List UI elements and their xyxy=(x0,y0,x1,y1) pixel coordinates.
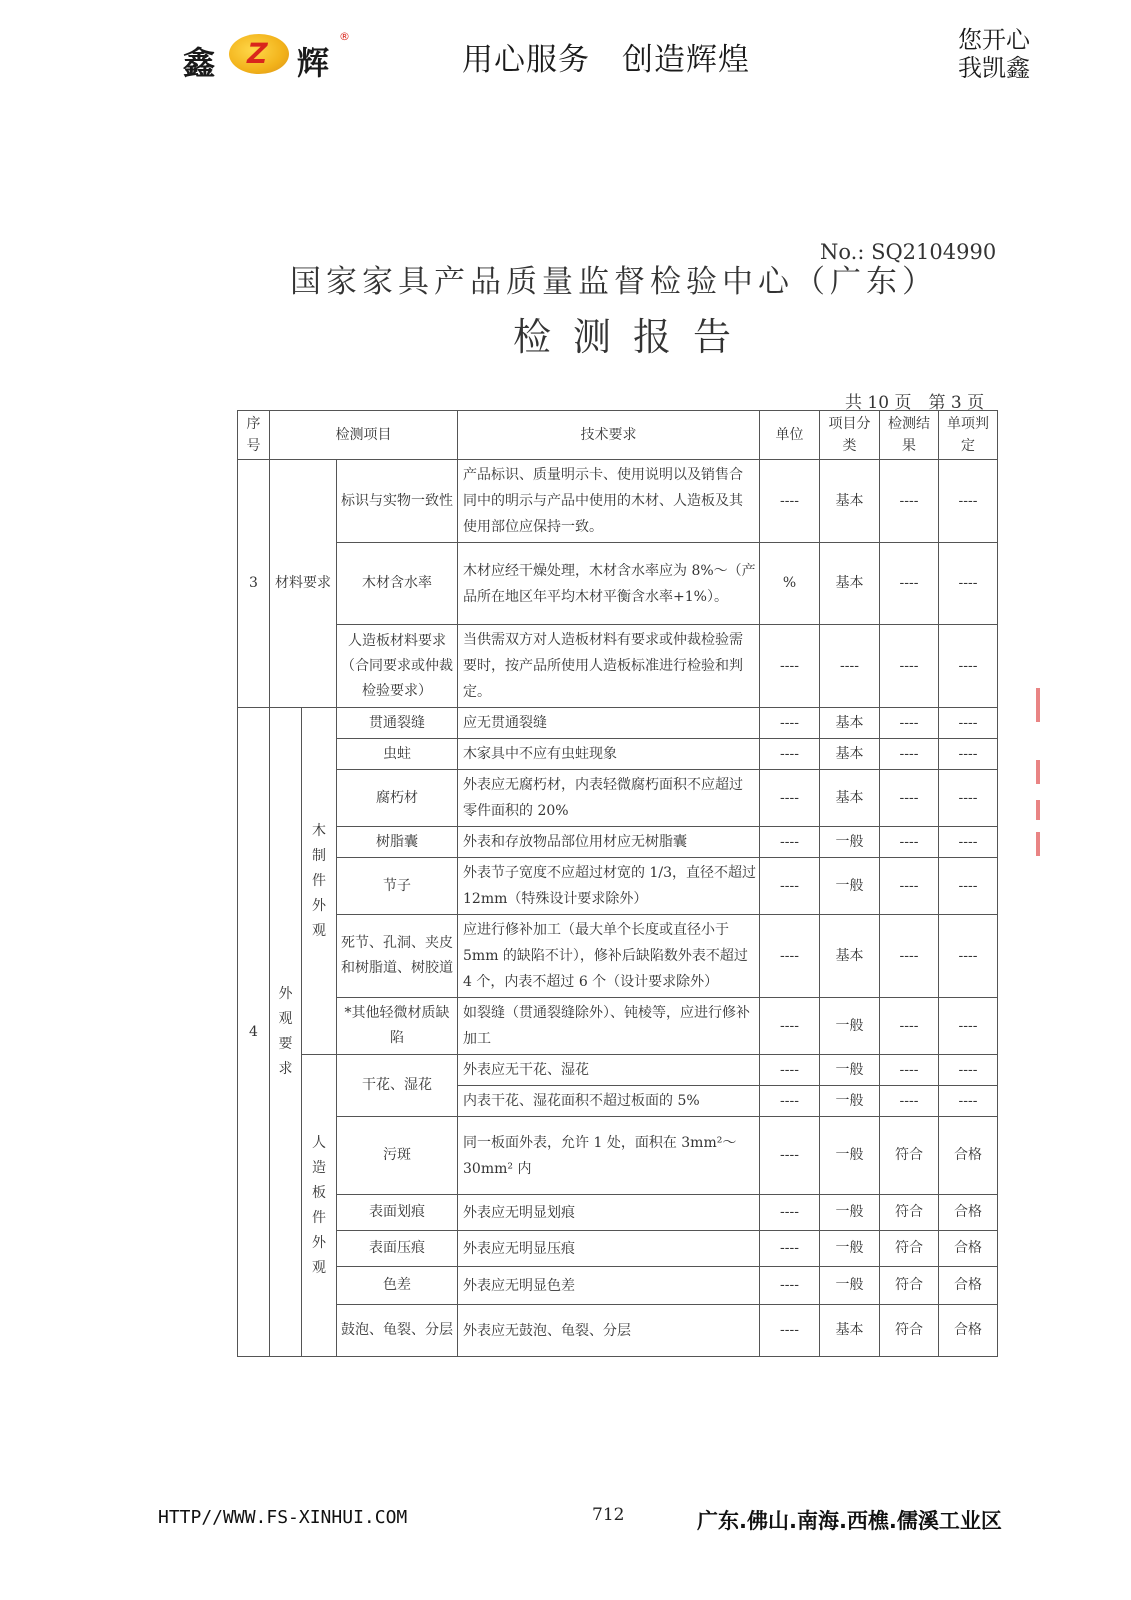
result-cell: 符合 xyxy=(880,1305,939,1357)
result-cell: ---- xyxy=(880,1086,939,1117)
table-row xyxy=(238,1305,998,1357)
item-name: 人造板材料要求（合同要求或仲裁检验要求） xyxy=(337,625,458,708)
header-requirement: 技术要求 xyxy=(458,411,760,460)
unit-cell: ---- xyxy=(760,1117,820,1195)
category-cell: ---- xyxy=(820,625,880,708)
table-row xyxy=(238,770,998,827)
table-row xyxy=(238,1267,998,1305)
requirement-text: 外表和存放物品部位用材应无树脂囊 xyxy=(458,827,760,858)
unit-cell: ---- xyxy=(760,1267,820,1305)
unit-cell: ---- xyxy=(760,915,820,998)
result-cell: ---- xyxy=(880,915,939,998)
judgement-cell: ---- xyxy=(939,770,998,827)
judgement-cell: 合格 xyxy=(939,1117,998,1195)
judgement-cell: 合格 xyxy=(939,1231,998,1267)
judgement-cell: ---- xyxy=(939,625,998,708)
requirement-text: 木材应经干燥处理，木材含水率应为 8%～（产品所在地区年平均木材平衡含水率+1%）。 xyxy=(458,543,760,625)
table-row xyxy=(238,915,998,998)
unit-cell: ---- xyxy=(760,460,820,543)
registered-mark: ® xyxy=(339,30,350,43)
judgement-cell: ---- xyxy=(939,460,998,543)
item-name: 表面压痕 xyxy=(337,1231,458,1267)
item-name: 虫蛀 xyxy=(337,739,458,770)
unit-cell: % xyxy=(760,543,820,625)
judgement-cell: ---- xyxy=(939,739,998,770)
result-cell: 符合 xyxy=(880,1117,939,1195)
unit-cell: ---- xyxy=(760,625,820,708)
requirement-text: 如裂缝（贯通裂缝除外）、钝棱等，应进行修补加工 xyxy=(458,998,760,1055)
result-cell: ---- xyxy=(880,543,939,625)
footer-address: 广东.佛山.南海.西樵.儒溪工业区 xyxy=(697,1509,1002,1533)
result-cell: ---- xyxy=(880,739,939,770)
inspection-center-name: 国家家具产品质量监督检验中心（广东） xyxy=(290,264,938,300)
table-row xyxy=(238,1055,998,1086)
judgement-cell: ---- xyxy=(939,1086,998,1117)
item-name: *其他轻微材质缺陷 xyxy=(337,998,458,1055)
category-cell: 一般 xyxy=(820,1195,880,1231)
unit-cell: ---- xyxy=(760,1195,820,1231)
header-seq: 序号 xyxy=(238,411,270,460)
result-cell: ---- xyxy=(880,1055,939,1086)
board-subgroup xyxy=(302,1055,337,1357)
company-logo xyxy=(183,30,353,80)
category-cell: 基本 xyxy=(820,1305,880,1357)
header-item: 检测项目 xyxy=(270,411,458,460)
unit-cell: ---- xyxy=(760,1086,820,1117)
group-name: 材料要求 xyxy=(270,460,337,708)
unit-cell: ---- xyxy=(760,1231,820,1267)
category-cell: 基本 xyxy=(820,543,880,625)
header-tagline xyxy=(958,26,1030,82)
requirement-text: 外表应无明显压痕 xyxy=(458,1231,760,1267)
judgement-cell: 合格 xyxy=(939,1267,998,1305)
report-title: 检测报告 xyxy=(513,315,754,359)
result-cell: ---- xyxy=(880,858,939,915)
unit-cell: ---- xyxy=(760,708,820,739)
requirement-text: 当供需双方对人造板材料有要求或仲裁检验需要时，按产品所使用人造板标准进行检验和判定。 xyxy=(458,625,760,708)
page-header xyxy=(0,0,1131,110)
table-row xyxy=(238,998,998,1055)
unit-cell: ---- xyxy=(760,770,820,827)
unit-cell: ---- xyxy=(760,998,820,1055)
judgement-cell: 合格 xyxy=(939,1195,998,1231)
table-row xyxy=(238,858,998,915)
red-stamp-mark xyxy=(1036,800,1040,820)
judgement-cell: 合格 xyxy=(939,1305,998,1357)
red-stamp-mark xyxy=(1036,688,1040,722)
unit-cell: ---- xyxy=(760,739,820,770)
category-cell: 基本 xyxy=(820,915,880,998)
result-cell: 符合 xyxy=(880,1267,939,1305)
item-name: 干花、湿花 xyxy=(337,1055,458,1117)
inspection-table xyxy=(237,410,998,1357)
table-row xyxy=(238,543,998,625)
group-name xyxy=(270,708,302,1357)
category-cell: 基本 xyxy=(820,770,880,827)
page-info: 共 10 页 第 3 页 xyxy=(845,393,985,413)
requirement-text: 外表应无明显划痕 xyxy=(458,1195,760,1231)
category-cell: 基本 xyxy=(820,739,880,770)
unit-cell: ---- xyxy=(760,1055,820,1086)
category-cell: 一般 xyxy=(820,1231,880,1267)
requirement-text: 外表应无干花、湿花 xyxy=(458,1055,760,1086)
footer-page-number: 712 xyxy=(592,1505,625,1525)
group-seq: 3 xyxy=(238,460,270,708)
category-cell: 一般 xyxy=(820,1086,880,1117)
table-row xyxy=(238,708,998,739)
item-name: 标识与实物一致性 xyxy=(337,460,458,543)
category-cell: 一般 xyxy=(820,998,880,1055)
wood-subgroup-text: 木制件外观 xyxy=(312,822,326,939)
requirement-text: 同一板面外表，允许 1 处，面积在 3mm²～30mm² 内 xyxy=(458,1117,760,1195)
category-cell: 一般 xyxy=(820,1055,880,1086)
category-cell: 一般 xyxy=(820,858,880,915)
judgement-cell: ---- xyxy=(939,543,998,625)
logo-char-left: 鑫 xyxy=(183,44,216,82)
item-name: 木材含水率 xyxy=(337,543,458,625)
category-cell: 一般 xyxy=(820,1267,880,1305)
result-cell: ---- xyxy=(880,625,939,708)
table-row xyxy=(238,460,998,543)
requirement-text: 产品标识、质量明示卡、使用说明以及销售合同中的明示与产品中使用的木材、人造板及其使用部位应保持一致。 xyxy=(458,460,760,543)
group-name-text: 外观要求 xyxy=(278,986,293,1077)
judgement-cell: ---- xyxy=(939,1055,998,1086)
category-cell: 一般 xyxy=(820,827,880,858)
item-name: 色差 xyxy=(337,1267,458,1305)
item-name: 鼓泡、龟裂、分层 xyxy=(337,1305,458,1357)
header-unit: 单位 xyxy=(760,411,820,460)
category-cell: 基本 xyxy=(820,708,880,739)
judgement-cell: ---- xyxy=(939,915,998,998)
table-row xyxy=(238,827,998,858)
wood-subgroup xyxy=(302,708,337,1055)
result-cell: ---- xyxy=(880,460,939,543)
header-category: 项目分类 xyxy=(820,411,880,460)
result-cell: 符合 xyxy=(880,1231,939,1267)
item-name: 树脂囊 xyxy=(337,827,458,858)
item-name: 节子 xyxy=(337,858,458,915)
table-header-row xyxy=(238,411,998,460)
tagline-line-2: 我凯鑫 xyxy=(958,54,1030,82)
unit-cell: ---- xyxy=(760,858,820,915)
result-cell: 符合 xyxy=(880,1195,939,1231)
result-cell: ---- xyxy=(880,708,939,739)
item-name: 腐朽材 xyxy=(337,770,458,827)
requirement-text: 应无贯通裂缝 xyxy=(458,708,760,739)
result-cell: ---- xyxy=(880,827,939,858)
table-row xyxy=(238,1195,998,1231)
category-cell: 基本 xyxy=(820,460,880,543)
red-stamp-mark xyxy=(1036,760,1040,784)
judgement-cell: ---- xyxy=(939,708,998,739)
requirement-text: 外表应无鼓泡、龟裂、分层 xyxy=(458,1305,760,1357)
table-row xyxy=(238,739,998,770)
judgement-cell: ---- xyxy=(939,827,998,858)
red-stamp-mark xyxy=(1036,832,1040,856)
unit-cell: ---- xyxy=(760,827,820,858)
table-row xyxy=(238,1117,998,1195)
report-number: No.: SQ2104990 xyxy=(820,240,997,264)
requirement-text: 外表节子宽度不应超过材宽的 1/3，直径不超过 12mm（特殊设计要求除外） xyxy=(458,858,760,915)
judgement-cell: ---- xyxy=(939,858,998,915)
item-name: 污斑 xyxy=(337,1117,458,1195)
item-name: 贯通裂缝 xyxy=(337,708,458,739)
judgement-cell: ---- xyxy=(939,998,998,1055)
requirement-text: 木家具中不应有虫蛀现象 xyxy=(458,739,760,770)
table-row xyxy=(238,625,998,708)
requirement-text: 应进行修补加工（最大单个长度或直径小于 5mm 的缺陷不计），修补后缺陷数外表不超过 4 个，内表不超过 6 个（设计要求除外） xyxy=(458,915,760,998)
group-seq: 4 xyxy=(238,708,270,1357)
item-name: 表面划痕 xyxy=(337,1195,458,1231)
result-cell: ---- xyxy=(880,770,939,827)
category-cell: 一般 xyxy=(820,1117,880,1195)
header-slogan: 用心服务 创造辉煌 xyxy=(462,42,750,78)
unit-cell: ---- xyxy=(760,1305,820,1357)
requirement-text: 外表应无腐朽材，内表轻微腐朽面积不应超过零件面积的 20% xyxy=(458,770,760,827)
header-judgement: 单项判定 xyxy=(939,411,998,460)
board-subgroup-text: 人造板件外观 xyxy=(312,1134,326,1276)
tagline-line-1: 您开心 xyxy=(958,26,1030,54)
item-name: 死节、孔洞、夹皮和树脂道、树胶道 xyxy=(337,915,458,998)
table-row xyxy=(238,1231,998,1267)
logo-z-mark: Z xyxy=(243,37,271,70)
result-cell: ---- xyxy=(880,998,939,1055)
header-result: 检测结果 xyxy=(880,411,939,460)
requirement-text: 外表应无明显色差 xyxy=(458,1267,760,1305)
requirement-text: 内表干花、湿花面积不超过板面的 5% xyxy=(458,1086,760,1117)
footer-url: HTTP//WWW.FS-XINHUI.COM xyxy=(158,1507,408,1528)
logo-char-right: 辉 xyxy=(297,44,330,82)
